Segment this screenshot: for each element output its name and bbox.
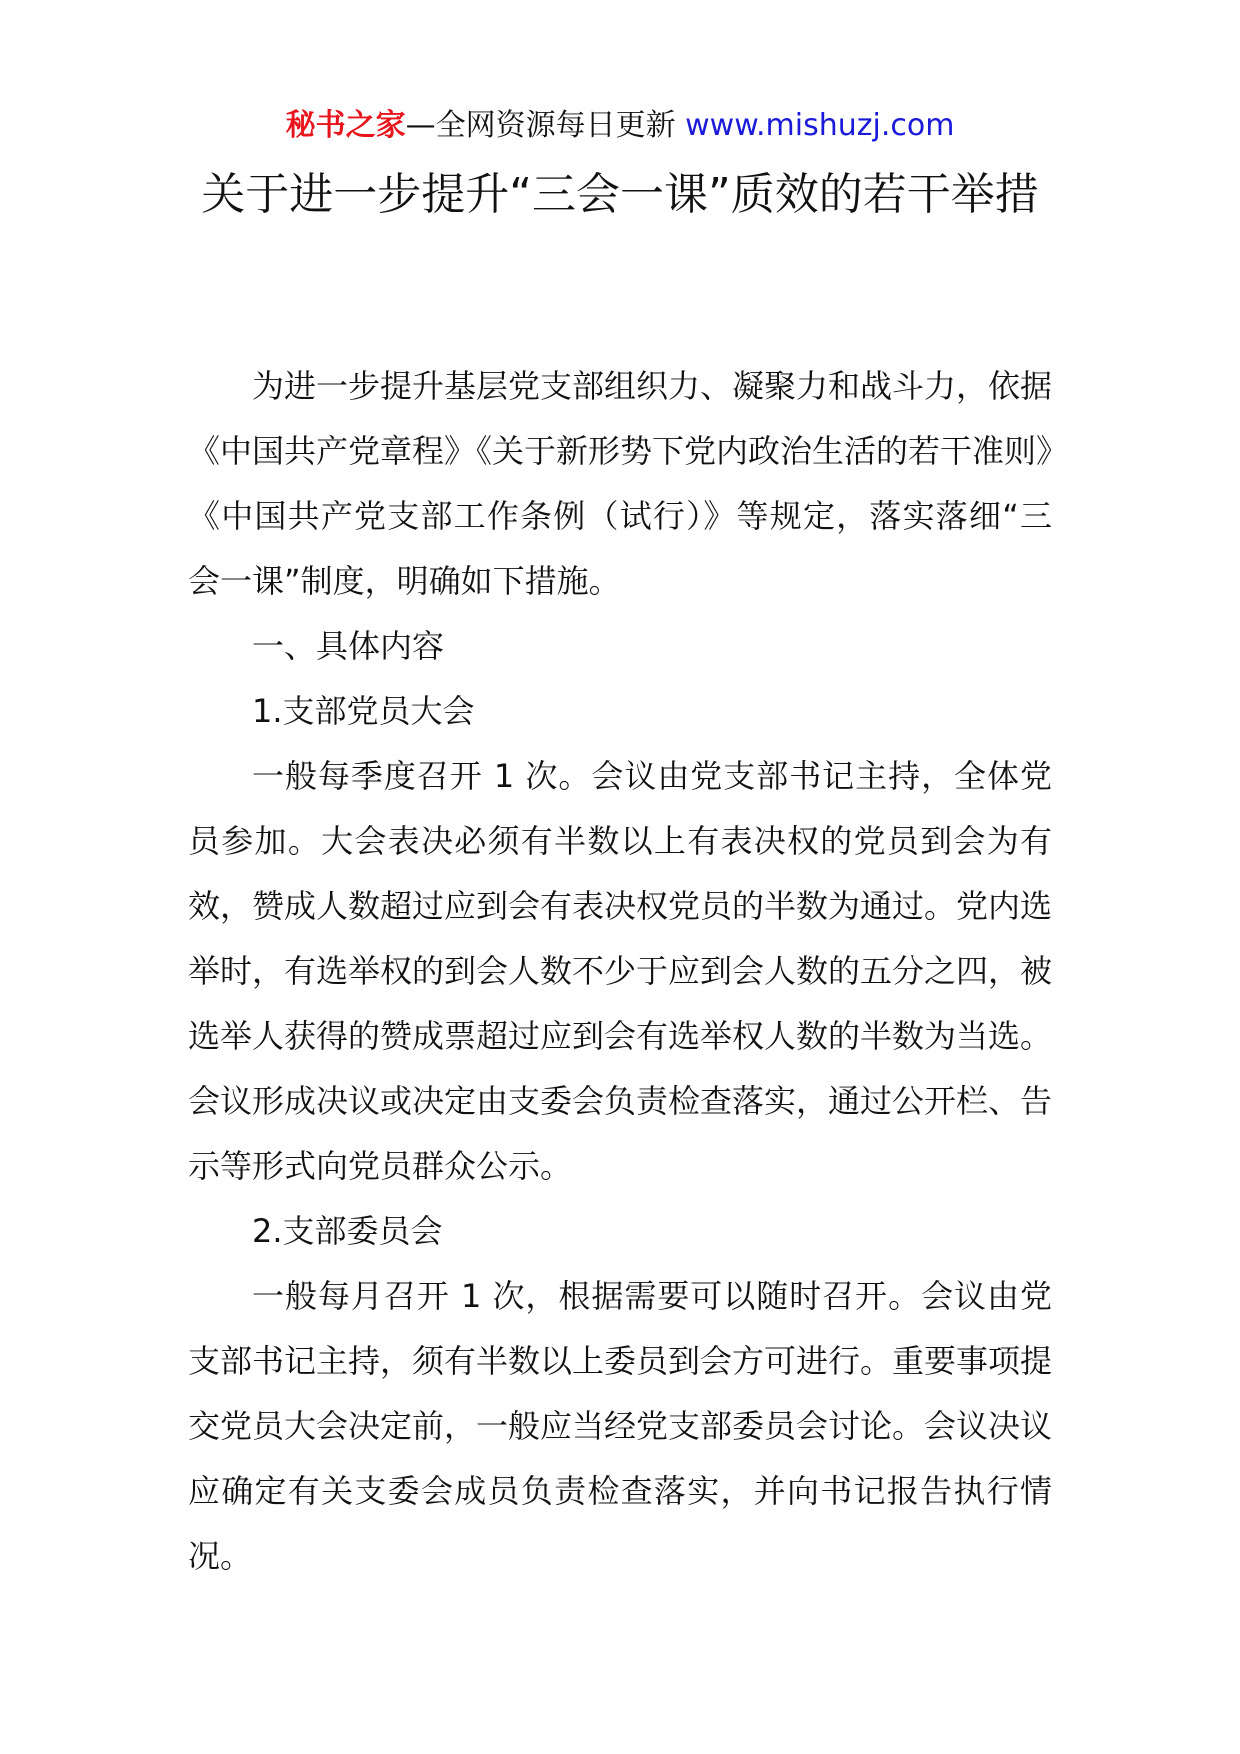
document-title: 关于进一步提升“三会一课”质效的若干举措 — [201, 169, 1039, 220]
item-body-paragraph: 一般每季度召开 1 次。会议由党支部书记主持，全体党员参加。大会表决必须有半数以上有表决权的党员到会为有效，赞成人数超过应到会有表决权党员的半数为通过。党内选举时，有选举权的到会人数不少于应到会人数的五分之四，被选举人获得的赞成票超过应到会有选举权人数的半数为当选。会议形成决议或决定由支委会负责检查落实，通过公开栏、告示等形式向党员群众公示。 — [188, 757, 1053, 1185]
document-body — [188, 354, 1052, 1589]
item-heading: 1.支部党员大会 — [252, 692, 475, 730]
intro-paragraph: 为进一步提升基层党支部组织力、凝聚力和战斗力，依据《中国共产党章程》《关于新形势下党内政治生活的若干准则》《中国共产党支部工作条例（试行）》等规定，落实落细“三会一课”制度，明确如下措施。 — [188, 367, 1053, 600]
item-heading: 2.支部委员会 — [252, 1212, 443, 1250]
brand-name: 秘书之家 — [285, 108, 406, 143]
header-tagline: —全网资源每日更新 — [405, 108, 676, 143]
page-header — [0, 104, 1240, 148]
site-url[interactable]: www.mishuzj.com — [685, 108, 955, 143]
section-heading: 一、具体内容 — [252, 627, 445, 665]
item-body-paragraph: 一般每月召开 1 次，根据需要可以随时召开。会议由党支部书记主持，须有半数以上委员到会方可进行。重要事项提交党员大会决定前，一般应当经党支部委员会讨论。会议决议应确定有关支委会成员负责检查落实，并向书记报告执行情况。 — [188, 1277, 1053, 1575]
